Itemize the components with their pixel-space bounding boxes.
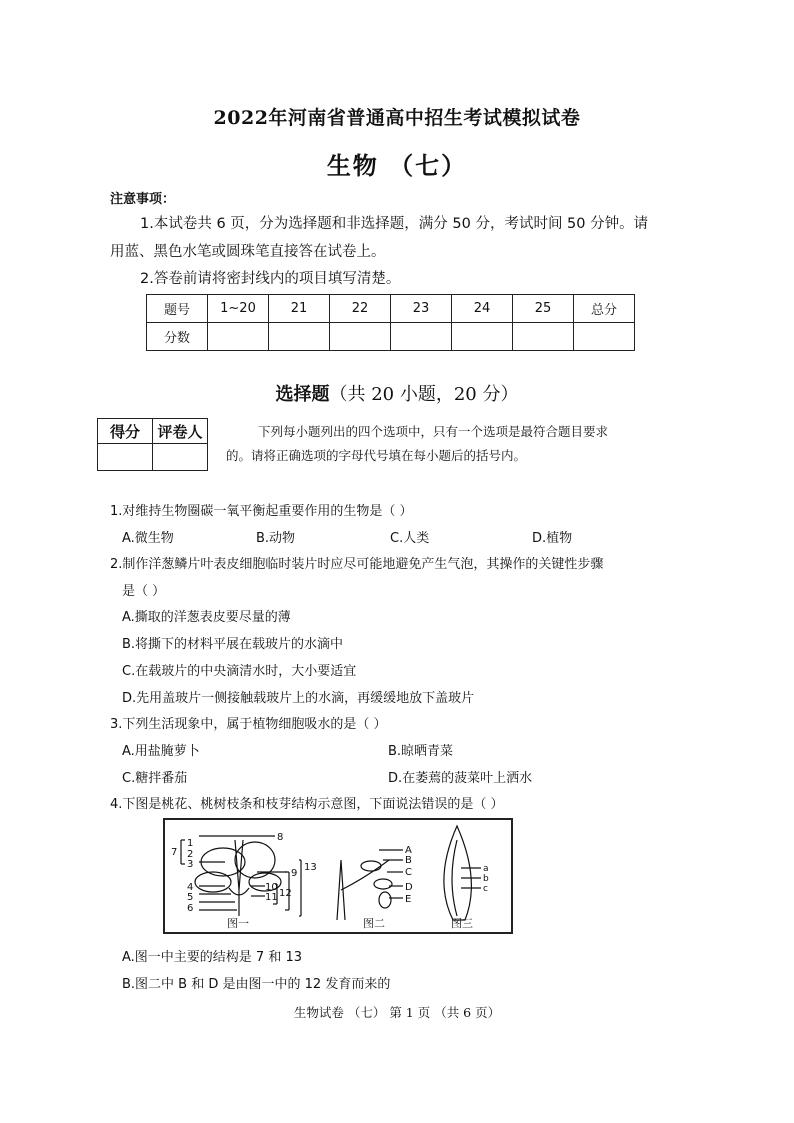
score-table-score-row [147,323,635,351]
peach-flower-labels [171,832,317,930]
svg-text:8: 8 [277,832,284,843]
q2-stem-line2: 是（ ） [122,584,166,599]
peach-branch-diagram [337,850,403,920]
score-cell: 22 [330,295,391,323]
svg-text:A: A [405,845,412,856]
q4-figure-svg [165,820,511,932]
svg-text:2: 2 [187,849,194,860]
section-instruction [228,420,678,468]
svg-text:D: D [405,882,413,893]
score-cell: 总分 [574,295,635,323]
svg-text:3: 3 [187,859,194,870]
score-input-cell[interactable] [452,323,513,351]
svg-text:9: 9 [291,868,298,879]
bud-diagram [444,826,481,920]
page-footer: 生物试卷 （七） 第 1 页 （共 6 页） [293,1005,501,1020]
score-cell: 25 [513,295,574,323]
q3-stem: 3.下列生活现象中，属于植物细胞吸水的是（ ） [110,717,387,732]
score-input-cell[interactable] [513,323,574,351]
notice-heading: 注意事项： [110,192,176,207]
q1-option-a: A.微生物 [122,531,174,546]
svg-text:10: 10 [265,882,278,893]
q1-option-b: B.动物 [256,531,296,546]
svg-text:C: C [405,867,412,878]
grader-header-score: 得分 [98,419,153,444]
svg-text:12: 12 [279,888,292,899]
q2-option-c: C.在载玻片的中央滴清水时，大小要适宜 [122,664,357,679]
svg-text:1: 1 [187,838,194,849]
svg-text:图二: 图二 [363,917,385,930]
q3-option-b: B.晾晒青菜 [388,744,454,759]
q2-option-d: D.先用盖玻片一侧接触载玻片上的水滴，再缓缓地放下盖玻片 [122,691,475,706]
section-title-bold: 选择题 [275,384,330,405]
score-input-cell[interactable] [269,323,330,351]
instruction-line-2: 的。请将正确选项的字母代号填在每小题后的括号内。 [226,448,527,463]
grader-header-marker: 评卷人 [153,419,208,444]
score-table [146,294,635,351]
q1-option-d: D.植物 [532,531,573,546]
score-cell: 23 [391,295,452,323]
svg-text:a: a [483,864,489,874]
notice-line-1b: 用蓝、黑色水笔或圆珠笔直接答在试卷上。 [110,244,386,260]
q4-option-a: A.图一中主要的结构是 7 和 13 [122,950,303,965]
svg-text:图三: 图三 [451,917,473,930]
grader-table [97,418,208,471]
q1-stem: 1.对维持生物圈碳一氧平衡起重要作用的生物是（ ） [110,504,413,519]
peach-branch-labels [363,845,413,930]
q1-option-c: C.人类 [390,531,430,546]
notice-line-2: 2.答卷前请将密封线内的项目填写清楚。 [140,271,401,287]
q2-option-b: B.将撕下的材料平展在载玻片的水滴中 [122,637,344,652]
q4-stem: 4.下图是桃花、桃树枝条和枝芽结构示意图，下面说法错误的是（ ） [110,797,504,812]
grader-marker-cell[interactable] [153,444,208,471]
exam-title: 2022年河南省普通高中招生考试模拟试卷 [213,107,581,129]
svg-text:E: E [405,894,412,905]
q2-stem-line1: 2.制作洋葱鳞片叶表皮细胞临时装片时应尽可能地避免产生气泡，其操作的关键性步骤 [110,557,604,572]
score-cell: 21 [269,295,330,323]
svg-text:5: 5 [187,892,194,903]
instruction-line-1: 下列每小题列出的四个选项中，只有一个选项是最符合题目要求 [258,424,609,439]
score-cell: 分数 [147,323,208,351]
section-title [0,380,794,406]
score-table-header-row [147,295,635,323]
section-title-rest: （共 20 小题，20 分） [329,384,519,405]
subject-title: 生物 （七） [326,151,468,180]
svg-text:c: c [483,884,488,894]
peach-flower-diagram [181,836,301,916]
q4-option-b: B.图二中 B 和 D 是由图一中的 12 发育而来的 [122,977,391,992]
score-cell: 题号 [147,295,208,323]
q3-option-d: D.在萎蔫的菠菜叶上洒水 [388,771,533,786]
score-input-cell[interactable] [330,323,391,351]
svg-text:4: 4 [187,882,194,893]
q4-figure [163,818,513,934]
svg-text:图一: 图一 [227,917,249,930]
score-input-cell[interactable] [391,323,452,351]
score-input-cell[interactable] [574,323,635,351]
svg-text:6: 6 [187,903,194,914]
notice-line-1a: 1.本试卷共 6 页，分为选择题和非选择题，满分 50 分，考试时间 50 分钟。请 [140,216,649,232]
q2-option-a: A.撕取的洋葱表皮要尽量的薄 [122,610,291,625]
svg-text:B: B [405,855,412,866]
svg-text:13: 13 [304,862,317,873]
bud-labels [451,864,489,930]
svg-text:7: 7 [171,847,178,858]
q3-option-a: A.用盐腌萝卜 [122,744,200,759]
score-input-cell[interactable] [208,323,269,351]
score-cell: 1~20 [208,295,269,323]
svg-text:11: 11 [265,892,278,903]
score-cell: 24 [452,295,513,323]
grader-score-cell[interactable] [98,444,153,471]
q3-option-c: C.糖拌番茄 [122,771,188,786]
svg-text:b: b [483,874,489,884]
